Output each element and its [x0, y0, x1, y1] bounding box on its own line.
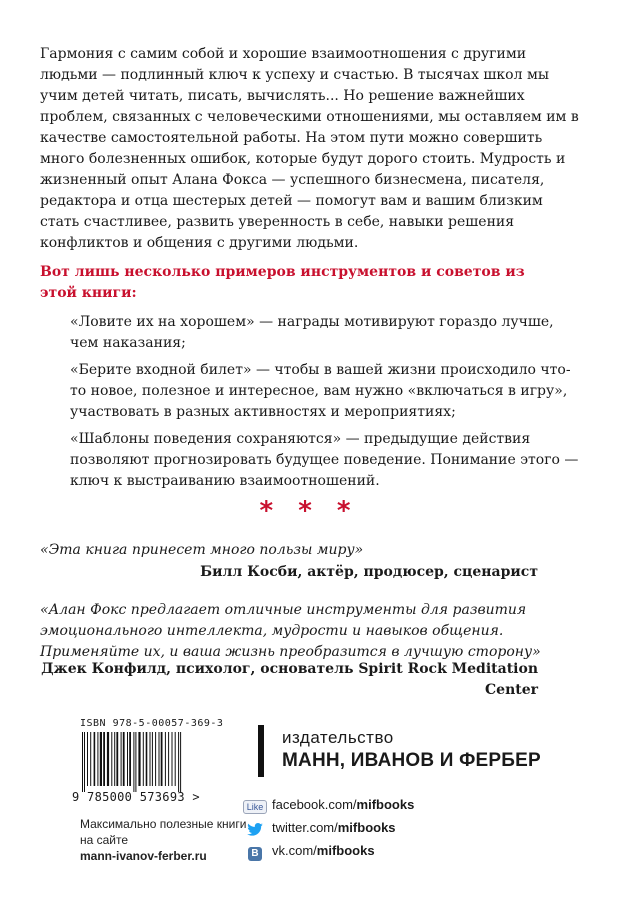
barcode-bar: [150, 732, 151, 786]
website-link[interactable]: mann-ivanov-ferber.ru: [80, 849, 207, 863]
barcode-bar: [161, 732, 163, 786]
barcode-bar: [135, 732, 136, 792]
vk-link[interactable]: B vk.com/mifbooks: [238, 842, 498, 860]
barcode-bar: [103, 732, 105, 786]
barcode-bar: [180, 732, 181, 792]
barcode-bar: [165, 732, 166, 786]
barcode-bar: [155, 732, 156, 786]
barcode-bar: [133, 732, 134, 792]
barcode-bar: [100, 732, 102, 786]
facebook-link[interactable]: Like facebook.com/mifbooks: [238, 796, 498, 814]
publisher-label: издательство: [282, 728, 394, 747]
twitter-link[interactable]: twitter.com/mifbooks: [238, 819, 498, 837]
barcode-bar: [90, 732, 91, 786]
barcode-bar: [138, 732, 140, 786]
barcode-bar: [123, 732, 125, 786]
barcode-bar: [143, 732, 144, 786]
twitter-bird-icon: [238, 820, 272, 838]
tip-item: «Шаблоны поведения сохраняются» — предыдущие действия позволяют прогнозировать будущее поведение. Понимание этого — ключ к выстраиванию взаимоотношений.: [70, 431, 579, 489]
barcode-bar: [175, 732, 176, 786]
barcode-bar: [116, 732, 118, 786]
tip-item: «Берите входной билет» — чтобы в вашей жизни происходило что-то новое, полезное и интересное, вам нужно «включаться в игру», участвовать в разных активностях и мероприятиях;: [70, 362, 571, 420]
barcode-bar: [107, 732, 109, 786]
vk-icon: B: [238, 843, 272, 861]
barcode-bar: [97, 732, 98, 786]
barcode-bar: [84, 732, 85, 792]
barcode-bar: [111, 732, 112, 786]
isbn-label: ISBN 978-5-00057-369-3: [80, 718, 224, 729]
barcode: [80, 732, 230, 792]
quote-text: «Эта книга принесет много пользы миру»: [40, 542, 364, 558]
quote-text: «Алан Фокс предлагает отличные инструменты для развития эмоционального интеллекта, мудрости и навыков общения. Применяйте их, и ваша жизнь преобразится в лучшую сторону»: [40, 602, 541, 660]
barcode-bar: [178, 732, 179, 792]
barcode-bar: [172, 732, 173, 786]
publisher-bracket-icon: [258, 725, 264, 777]
publisher-name: МАНН, ИВАНОВ И ФЕРБЕР: [282, 750, 541, 771]
separator-stars: * * *: [259, 496, 359, 526]
promo-block: [80, 816, 260, 864]
barcode-bar: [94, 732, 96, 786]
barcode-bar: [146, 732, 148, 786]
promo-text: Максимально полезные книги на сайте: [80, 817, 247, 847]
barcode-bar: [127, 732, 128, 786]
tips-list: [70, 312, 580, 498]
barcode-bar: [168, 732, 169, 786]
examples-heading: Вот лишь несколько примеров инструментов и советов из этой книги:: [40, 264, 525, 301]
quote-author: Джек Конфилд, психолог, основатель Spirit Rock Meditation Center: [41, 661, 538, 698]
quote-author: Билл Косби, актёр, продюсер, сценарист: [200, 564, 538, 580]
barcode-digits: 9 785000 573693 >: [72, 790, 200, 804]
barcode-bar: [121, 732, 122, 786]
barcode-bar: [152, 732, 153, 786]
intro-paragraph: Гармония с самим собой и хорошие взаимоотношения с другими людьми — подлинный ключ к успеху и счастью. В тысячах школ мы учим детей читать, писать, вычислять... Но решение важнейших проблем, связанных с человеческими отношениями, мы оставляем им в качестве самостоятельной работы. На этом пути можно совершить много болезненных ошибок, которые будут дорого стоить. Мудрость и жизненный опыт Алана Фокса — успешного бизнесмена, писателя, редактора и отца шестерых детей — помогут вам и вашим близким стать счастливее, развить уверенность в себе, навыки решения конфликтов и общения с другими людьми.: [40, 46, 579, 251]
barcode-bar: [82, 732, 83, 792]
barcode-bar: [87, 732, 88, 786]
facebook-like-icon: Like: [238, 797, 272, 815]
barcode-bar: [159, 732, 160, 786]
barcode-bar: [129, 732, 131, 786]
barcode-bar: [114, 732, 115, 786]
tip-item: «Ловите их на хорошем» — награды мотивируют гораздо лучше, чем наказания;: [70, 314, 554, 351]
